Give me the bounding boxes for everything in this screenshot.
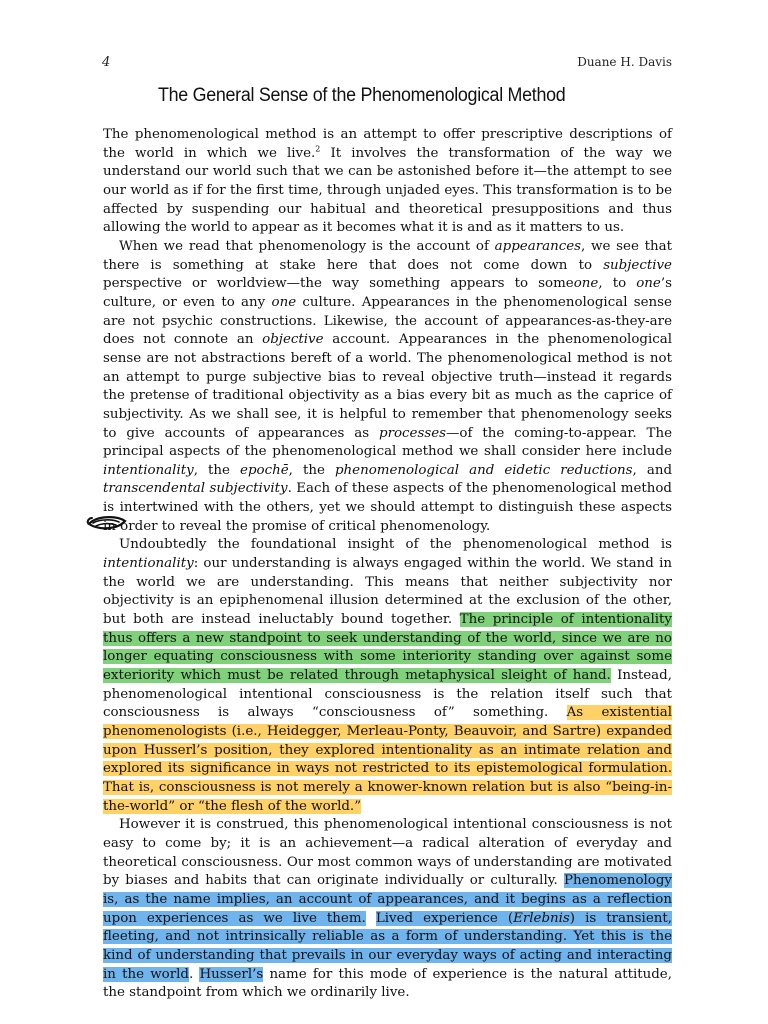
text-run: ) is transient, fleeting, and not intrinsically reliable as a form of understanding. Yet this is the kind of understanding that prevails in our everyday ways of acting and interacting in the world [103, 910, 673, 982]
highlight-yellow[interactable]: As existential phenomenologists (i.e., Heidegger, Merleau-Ponty, Beauvoir, and Sartre) expanded upon Husserl’s position, they explored intentionality as an intimate relation and explored its significance in ways not restricted to its epistemological formulation. That is, consciousness is not merely a knower-known relation but is also “being-in-the-world” or “the flesh of the world.” [103, 705, 672, 814]
italic-term: one [573, 276, 599, 292]
text-run: Instead, phenomenological intentional consciousness is the relation itself such that consciousness is always “consciousness of” something. [103, 668, 672, 721]
paragraph-3 [103, 536, 672, 816]
paragraph-4 [103, 816, 673, 1001]
section-title: The General Sense of the Phenomenological Method [158, 85, 566, 106]
text-run: When we read that phenomenology is the account of [119, 238, 495, 254]
text-run: . [189, 966, 200, 982]
text-run: , the [288, 462, 335, 478]
italic-term: intentionality [103, 462, 194, 478]
text-run: —of the coming-to-appear. The principal aspects of the phenomenological method we shall consider here include [103, 425, 672, 460]
footnote-ref[interactable]: 2 [315, 144, 321, 154]
text-run: Lived experience ( [375, 910, 514, 926]
text-run: , we see that there is something at stake here that does not come down to [103, 238, 672, 273]
text-run: perspective or worldview—the way something appears to some [103, 276, 574, 292]
italic-term: intentionality [103, 556, 194, 572]
italic-term: subjective [603, 257, 672, 273]
text-run: However it is construed, this phenomenological intentional consciousness is not easy to come by; it is an achievement—a radical alteration of everyday and theoretical consciousness. Our most common ways of understanding are motivated by biases and habits that can originate individually or culturally. [103, 817, 672, 889]
text-run: account. Appearances in the phenomenological sense are not abstractions bereft of a world. The phenomenological method is not an attempt to purge subjective bias to reveal objective truth—instead it regards the pretense of traditional objectivity as a bias every bit as much as the caprice of subjectivity. As we shall see, it is helpful to remember that phenomenology seeks to give accounts of appearances as [103, 332, 672, 441]
page-number: 4 [102, 55, 111, 70]
text-run: culture. Appearances in the phenomenological sense are not psychic constructions. Likewise, the account of appearances-as-they-are does not connote an [103, 294, 672, 348]
text-run: Undoubtedly the foundational insight of the phenomenological method is [119, 537, 672, 553]
text-run: , to [598, 276, 637, 292]
italic-term: processes [379, 425, 446, 441]
highlight-blue[interactable]: Husserl’s [199, 966, 264, 982]
italic-term: phenomenological and eidetic reductions [334, 462, 633, 478]
text-run [366, 911, 376, 926]
paragraph-2 [103, 238, 672, 537]
italic-term: one [271, 294, 297, 310]
highlight-green[interactable]: The principle of intentionality thus offers a new standpoint to seek understanding of the world, since we are no longer equating consciousness with some interiority standing over against some exteriority which must be related through metaphysical sleight of hand. [103, 612, 672, 684]
italic-term: one [636, 276, 661, 292]
italic-term: transcendental subjectivity [103, 481, 288, 497]
text-run: name for this mode of experience is the natural attitude, the standpoint from which we ordinarily live. [103, 966, 672, 1001]
running-head-author: Duane H. Davis [577, 55, 672, 69]
text-run: ’s culture, or even to any [103, 276, 672, 310]
text-run: : our understanding is always engaged within the world. We stand in the world we are understanding. This means that neither subjectivity nor objectivity is an epiphenomenal illusion determined at the exclusion of the other, but both are instead ineluctably bound together. [103, 556, 672, 628]
paragraph-1 [103, 126, 672, 238]
italic-term: appearances [494, 238, 582, 254]
text-run: , and [632, 462, 673, 478]
text-run: . Each of these aspects of the phenomenological method is intertwined with the others, yet we should attempt to distinguish these aspects in order to reveal the promise of critical phenomenology. [103, 481, 673, 534]
body-text [103, 126, 673, 1001]
italic-term: objective [262, 332, 324, 348]
highlight-blue[interactable]: Phenomenology is, as the name implies, an account of appearances, and it begins as a reflection upon experiences as we live them. [103, 873, 672, 926]
italic-term: Erlebnis [513, 910, 570, 926]
text-run: , the [193, 462, 241, 478]
paragraph-1-text: The phenomenological method is an attempt to offer prescriptive descriptions of the world in which we live. [103, 127, 672, 161]
paragraph-1-text-cont: It involves the transformation of the way we understand our world such that we can be astonished before it—the attempt to see our world as if for the first time, through unjaded eyes. This transformation is to be affected by suspending our habitual and theoretical presuppositions and thus allowing the world to appear as it becomes what it is and as it matters to us. [103, 145, 672, 236]
italic-term: epochē [240, 462, 289, 478]
